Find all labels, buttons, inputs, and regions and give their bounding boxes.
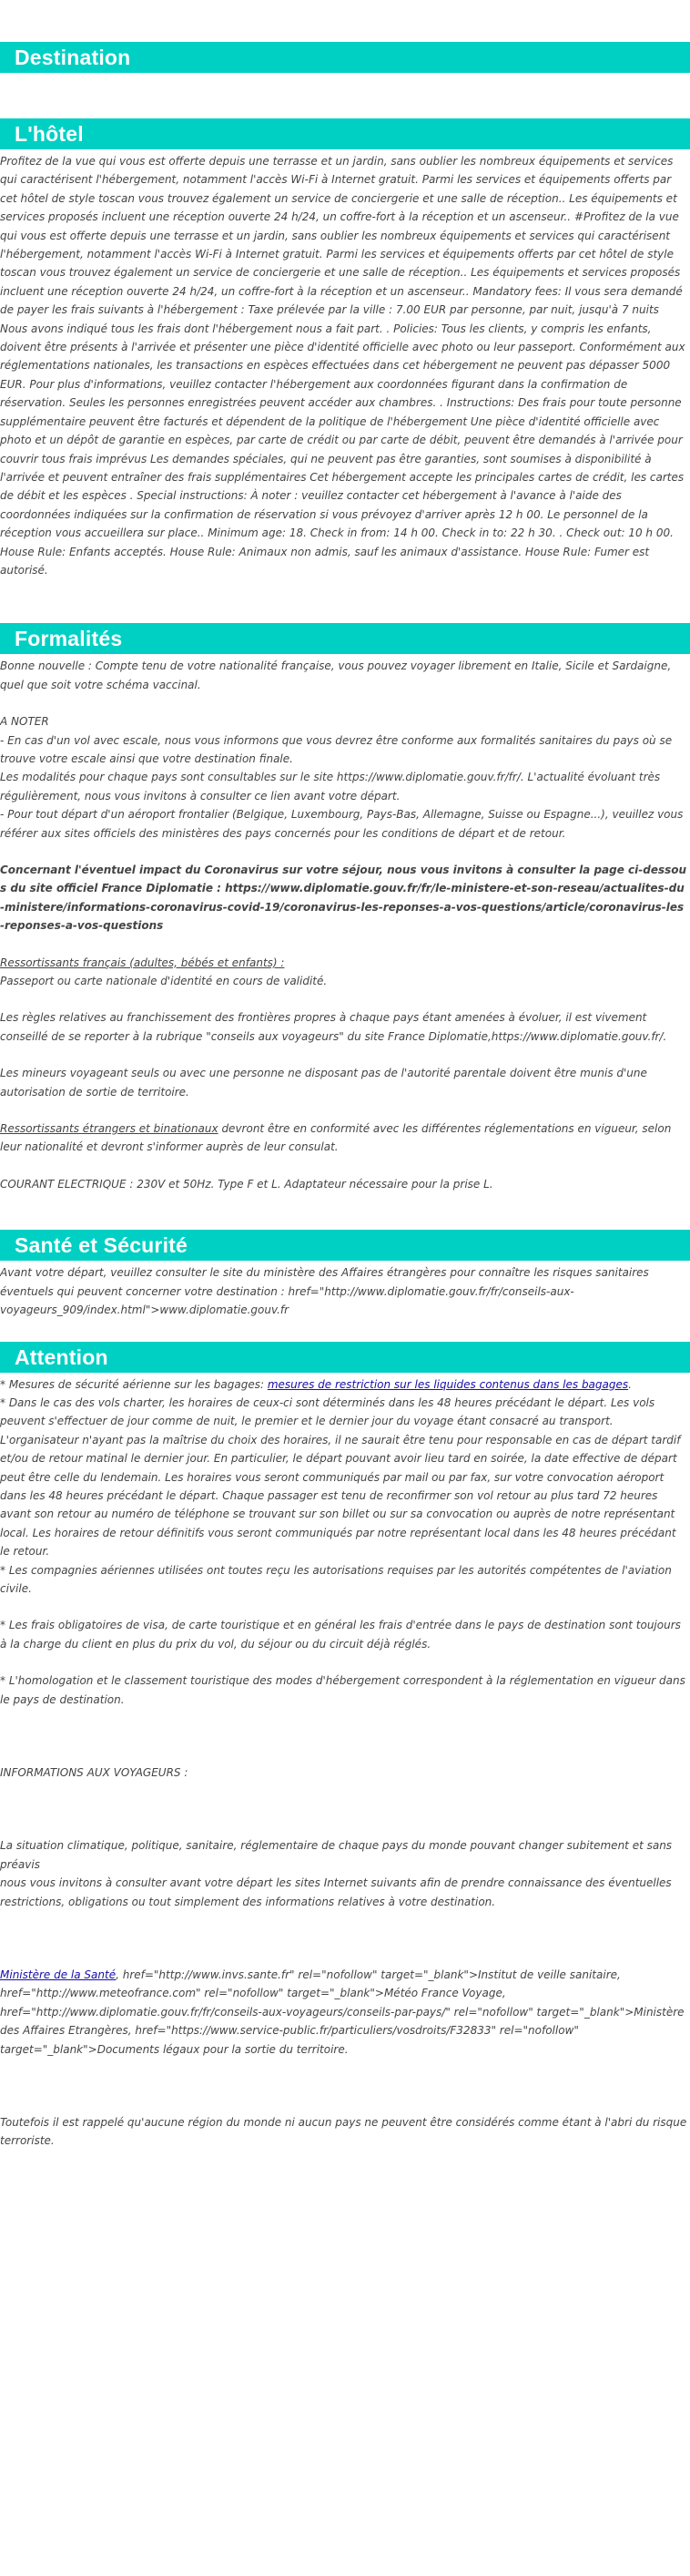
section-header-hotel — [0, 118, 690, 149]
charter-notice: * Dans le cas des vols charter, les horaires de ceux-ci sont déterminés dans les 48 heures précédant le départ. Les vols peuvent s'effectuer de jour comme de nuit, le premier et le dernier jour du voyage étant consacré au transport. L'organisateur n'ayant pas la maîtrise du choix des horaires, il ne saurait être tenu pour responsable en cas de départ tardif et/ou de retour matinal le dernier jour. En particulier, le départ pouvant avoir lieu tard en soirée, la date effective de départ peut être celle du lendemain. Les horaires vous seront communiqués par mail ou par fax, sur votre convocation aéroport dans les 48 heures précédant le départ. Chaque passager est tenu de reconfirmer son vol retour au plus tard 72 heures avant son retour au numéro de téléphone se trouvant sur son billet ou sur sa convocation ou auprès de notre représentant local. Les horaires de retour définitifs vous seront communiqués par notre représentant local dans les 48 heures précédant le retour. — [0, 1395, 681, 1559]
electric-info: COURANT ELECTRIQUE : 230V et 50Hz. Type F et L. Adaptateur nécessaire pour la prise L. — [0, 1177, 493, 1191]
liquids-restriction-link[interactable]: mesures de restriction sur les liquides contenus dans les bagages — [267, 1377, 629, 1391]
formalites-intro: Bonne nouvelle : Compte tenu de votre nationalité française, vous pouvez voyager librement en Italie, Sicile et Sardaigne, quel que soit votre schéma vaccinal. — [0, 659, 672, 691]
section-header-attention — [0, 1342, 690, 1373]
sante-content — [0, 1263, 690, 1319]
fees-notice: * Les frais obligatoires de visa, de carte touristique et en général les frais d'entrée dans le pays de destination sont toujours à la charge du client en plus du prix du vol, du séjour ou du circuit déjà réglés. — [0, 1619, 681, 1651]
climate-notice: La situation climatique, politique, sanitaire, réglementaire de chaque pays du monde pouvant changer subitement et sans préavis — [0, 1839, 673, 1871]
foreign-nationals-body: devront être en conformité avec les différentes réglementations en vigueur, selon leur nationalité et devront s'informer auprès de leur consulat. — [0, 1122, 672, 1154]
sante-body: Avant votre départ, veuillez consulter le site du ministère des Affaires étrangères pour connaître les risques sanitaires éventuels qui peuvent concerner votre destination : href="http://www.diplomatie.gouv.fr/fr/conseils-aux-voyageurs_909/index.html">www.diplomatie.gouv.fr — [0, 1266, 649, 1317]
invite-notice: nous vous invitons à consulter avant votre départ les sites Internet suivants afin de prendre connaissance des éventuelles restrictions, obligations ou tout simplement des informations relatives à votre destination. — [0, 1876, 672, 1908]
ministry-health-link[interactable]: Ministère de la Santé — [0, 1968, 117, 1982]
french-nationals-body: Passeport ou carte nationale d'identité en cours de validité. — [0, 975, 328, 988]
minors-notice: Les mineurs voyageant seuls ou avec une personne ne disposant pas de l'autorité parentale doivent être munis d'une autorisation de sortie de territoire. — [0, 1067, 647, 1099]
foreign-nationals-title: Ressortissants étrangers et binationaux — [0, 1122, 218, 1136]
sites-text: , href="http://www.invs.sante.fr" rel="nofollow" target="_blank">Institut de veille sanitaire, href="http://www.meteofrance.com" rel="nofollow" target="_blank">Météo France Voyage, href="http://www.diplomatie.gouv.fr/fr/conseils-aux-voyageurs/conseils-par-pays/" rel="nofollow" target="_blank">Ministère des Affaires Etrangères, href="https://www.service-public.fr/particuliers/vosdroits/F32833" rel="nofollow" target="_blank">Documents légaux pour la sortie du territoire. — [0, 1968, 685, 2056]
section-title: Destination — [15, 46, 131, 69]
section-header-formalites — [0, 623, 690, 654]
formalites-content — [0, 657, 690, 1193]
section-title: L'hôtel — [15, 122, 84, 146]
baggage-prefix: * Mesures de sécurité aérienne sur les bagages: — [0, 1377, 268, 1391]
section-title: Formalités — [15, 627, 123, 651]
section-header-sante — [0, 1230, 690, 1261]
baggage-notice — [0, 1375, 688, 1394]
section-header-destination — [0, 42, 690, 73]
sites-list — [0, 1966, 688, 2059]
note-item: - En cas d'un vol avec escale, nous vous informons que vous devrez être conforme aux formalités sanitaires du pays où se trouve votre escale ainsi que votre destination finale. — [0, 733, 673, 765]
covid-notice: Concernant l'éventuel impact du Coronavirus sur votre séjour, nous vous invitons à consulter la page ci-dessous du site officiel France Diplomatie : https://www.diplomatie.gouv.fr/fr/le-ministere-et-son-reseau/actualites-du-ministere/informations-coronavirus-covid-19/coronavirus-les-reponses-a-vos-questions/article/coronavirus-les-reponses-a-vos-questions — [0, 864, 687, 933]
section-title: Attention — [15, 1344, 108, 1369]
note-title: A NOTER — [0, 715, 49, 729]
border-rules: Les règles relatives au franchissement des frontières propres à chaque pays étant amenées à évoluer, il est vivement conseillé de se reporter à la rubrique "conseils aux voyageurs" du site France Diplomatie,https://www.diplomatie.gouv.fr/. — [0, 1011, 667, 1043]
foreign-nationals — [0, 1119, 688, 1157]
hotel-body: Profitez de la vue qui vous est offerte depuis une terrasse et un jardin, sans oublier les nombreux équipements et services qui caractérisent l'hébergement, notamment l'accès Wi-Fi à Internet gratuit. Parmi les services et équipements offerts par cet hôtel de style toscan vous trouvez également un service de conciergerie et une salle de réception.. Les équipements et services proposés incluent une réception ouverte 24 h/24, un coffre-fort à la réception et un ascenseur.. #Profitez de la vue qui vous est offerte depuis une terrasse et un jardin, sans oublier les nombreux équipements et services qui caractérisent l'hébergement, notamment l'accès Wi-Fi à Internet gratuit. Parmi les services et équipements offerts par cet hôtel de style toscan vous trouvez également un service de conciergerie et une salle de réception.. Les équipements et services proposés incluent une réception ouverte 24 h/24, un coffre-fort à la réception et un ascenseur.. Mandatory fees: Il vous sera demandé de payer les frais suivants à l'hébergement : Taxe prélevée par la ville : 7.00 EUR par personne, par nuit, jusqu'à 7 nuits Nous avons indiqué tous les frais dont l'hébergement nous a fait part. . Policies: Tous les clients, y compris les enfants, doivent être présents à l'arrivée et présenter une pièce d'identité officielle avec photo ou leur passeport. Conformément aux réglementations nationales, les transactions en espèces effectuées dans cet hébergement ne peuvent pas dépasser 5000 EUR. Pour plus d'informations, veuillez contacter l'hébergement aux coordonnées figurant dans la confirmation de réservation. Seules les personnes enregistrées peuvent accéder aux chambres. . Instructions: Des frais pour toute personne supplémentaire peuvent être facturés et dépendent de la politique de l'hébergement Une pièce d'identité officielle avec photo et un dépôt de garantie en espèces, par carte de crédit ou par carte de débit, peuvent être demandés à l'arrivée pour couvrir tous frais imprévus Les demandes spéciales, qui ne peuvent pas être garanties, sont soumises à disponibilité à l'arrivée et peuvent entraîner des frais supplémentaires Cet hébergement accepte les principales cartes de crédit, les cartes de débit et les espèces . Special instructions: À noter : veuillez contacter cet hébergement à l'avance à l'aide des coordonnées indiquées sur la confirmation de réservation si vous prévoyez d'arriver après 12 h 00. Le personnel de la réception vous accueillera sur place.. Minimum age: 18. Check in from: 14 h 00. Check in to: 22 h 30. . Check out: 10 h 00. House Rule: Enfants acceptés. House Rule: Animaux non admis, sauf les animaux d'assistance. House Rule: Fumer est autorisé. — [0, 155, 685, 577]
hotel-description — [0, 152, 690, 579]
baggage-suffix: . — [628, 1377, 632, 1391]
homologation-notice: * L'homologation et le classement touristique des modes d'hébergement correspondent à la réglementation en vigueur dans le pays de destination. — [0, 1674, 685, 1706]
section-title: Santé et Sécurité — [15, 1233, 188, 1258]
french-nationals-title: Ressortissants français (adultes, bébés et enfants) : — [0, 956, 285, 969]
note-item: Les modalités pour chaque pays sont consultables sur le site https://www.diplomatie.gouv.fr/fr/. L'actualité évoluant très régulièrement, nous vous invitons à consulter ce lien avant votre départ. — [0, 771, 661, 802]
terror-notice: Toutefois il est rappelé qu'aucune région du monde ni aucun pays ne peuvent être considérés comme étant à l'abri du risque terroriste. — [0, 2116, 687, 2148]
note-item: - Pour tout départ d'un aéroport frontalier (Belgique, Luxembourg, Pays-Bas, Allemagne, Suisse ou Espagne...), veuillez vous référer aux sites officiels des ministères des pays concernés pour les conditions de départ et de retour. — [0, 808, 684, 840]
info-title: INFORMATIONS AUX VOYAGEURS : — [0, 1766, 188, 1779]
airlines-notice: * Les compagnies aériennes utilisées ont toutes reçu les autorisations requises par les autorités compétentes de l'aviation civile. — [0, 1563, 672, 1595]
attention-content — [0, 1375, 690, 2151]
